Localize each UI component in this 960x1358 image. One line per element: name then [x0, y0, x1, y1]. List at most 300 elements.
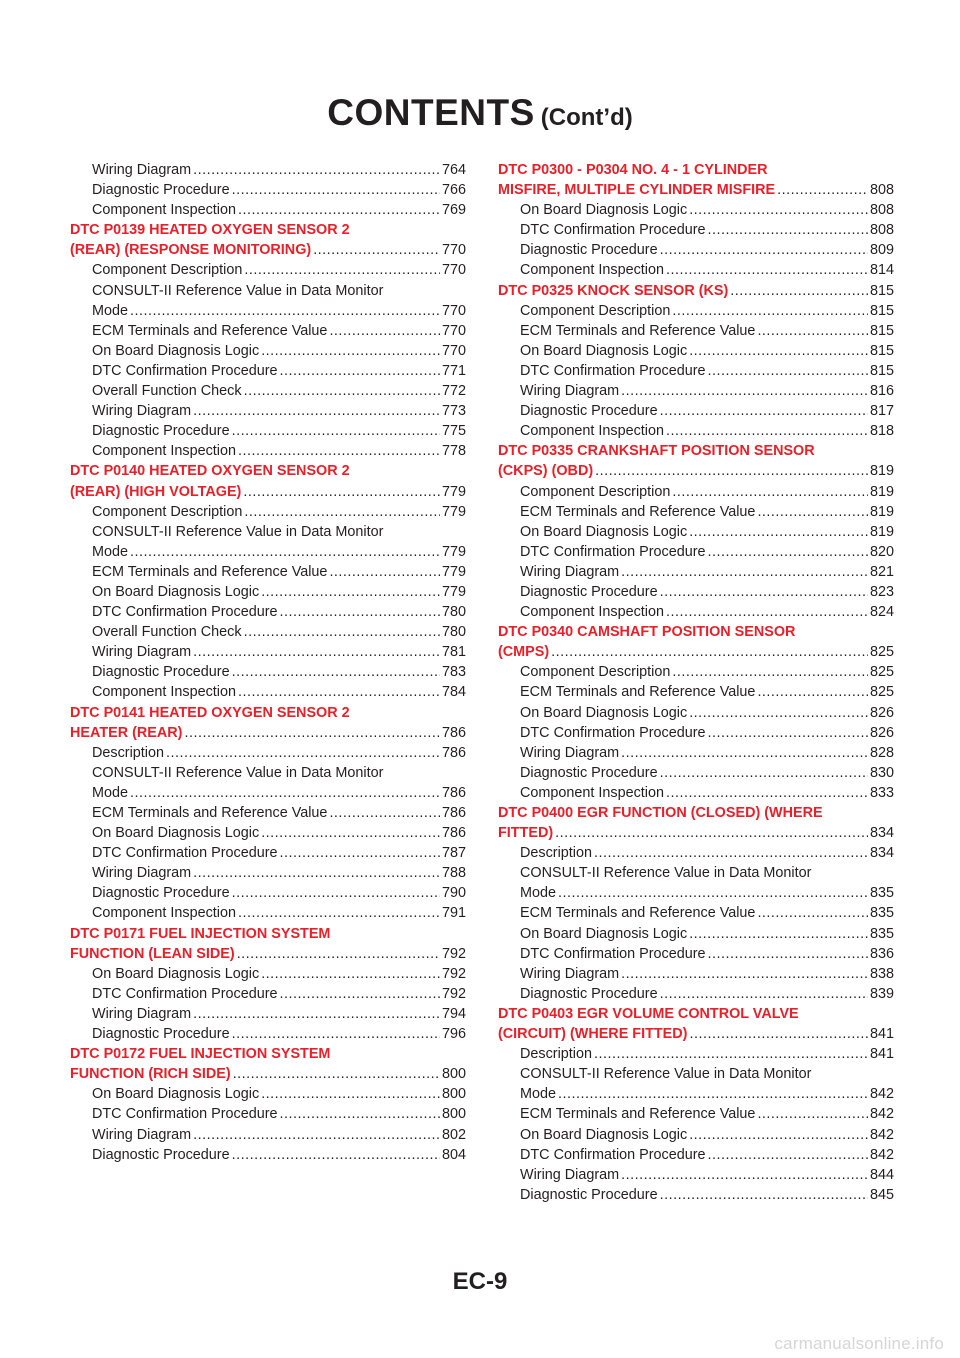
entry-title: ECM Terminals and Reference Value	[92, 805, 328, 821]
dot-leader	[689, 703, 868, 723]
toc-section-heading	[70, 461, 466, 481]
section-title: DTC P0141 HEATED OXYGEN SENSOR 2	[70, 704, 350, 721]
dot-leader	[730, 281, 868, 301]
page-ref: 819	[869, 523, 894, 540]
dot-leader	[261, 1084, 440, 1104]
section-title: (CIRCUIT) (WHERE FITTED)	[498, 1026, 688, 1043]
toc-entry[interactable]	[70, 783, 466, 803]
toc-entry[interactable]	[70, 1145, 466, 1165]
watermark: carmanualsonline.info	[774, 1334, 944, 1353]
entry-title: Component Inspection	[520, 604, 664, 621]
page-ref: 823	[869, 583, 894, 600]
dot-leader	[660, 984, 868, 1004]
page-ref: 841	[869, 1046, 894, 1063]
page-ref: 819	[869, 463, 894, 480]
page-ref: 779	[441, 583, 466, 600]
dot-leader	[757, 682, 868, 702]
entry-title: Component Inspection	[520, 784, 664, 801]
toc-entry[interactable]	[498, 843, 894, 863]
entry-title: Overall Function Check	[92, 383, 242, 400]
page-ref: 819	[869, 483, 894, 500]
page-ref: 770	[441, 302, 466, 319]
toc-entry[interactable]	[70, 301, 466, 321]
toc-section-heading[interactable]	[70, 944, 466, 964]
toc-entry[interactable]	[70, 843, 466, 863]
toc-entry[interactable]	[70, 662, 466, 682]
page-ref: 788	[441, 865, 466, 882]
entry-title: Wiring Diagram	[92, 644, 192, 661]
page-ref: 835	[869, 905, 894, 922]
toc-entry[interactable]	[498, 542, 894, 562]
page-ref: 800	[441, 1066, 466, 1083]
toc-entry[interactable]	[70, 863, 466, 883]
toc-entry[interactable]	[498, 522, 894, 542]
toc-section-heading	[498, 803, 894, 823]
dot-leader	[660, 763, 868, 783]
dot-leader	[672, 482, 868, 502]
entry-title: Wiring Diagram	[520, 744, 620, 761]
page-ref: 786	[441, 825, 466, 842]
toc-entry[interactable]	[70, 984, 466, 1004]
page-ref: 809	[869, 242, 894, 259]
toc-entry[interactable]	[498, 260, 894, 280]
toc-entry	[70, 281, 466, 301]
entry-title: Diagnostic Procedure	[92, 182, 230, 199]
dot-leader	[708, 220, 868, 240]
entry-title: On Board Diagnosis Logic	[92, 342, 260, 359]
entry-title: ECM Terminals and Reference Value	[520, 684, 756, 701]
page-ref: 786	[441, 724, 466, 741]
entry-title: Diagnostic Procedure	[520, 1186, 658, 1203]
entry-title: DTC Confirmation Procedure	[520, 362, 706, 379]
dot-leader	[708, 542, 868, 562]
toc-section-heading	[498, 1004, 894, 1024]
entry-title: Description	[520, 1046, 592, 1063]
toc-entry[interactable]	[498, 944, 894, 964]
entry-title: Component Inspection	[92, 443, 236, 460]
entry-title: Wiring Diagram	[520, 383, 620, 400]
toc-entry[interactable]	[498, 220, 894, 240]
toc-entry[interactable]	[70, 682, 466, 702]
entry-title: Wiring Diagram	[520, 563, 620, 580]
page-ref: 835	[869, 925, 894, 942]
dot-leader	[232, 883, 440, 903]
title-main: CONTENTS	[327, 92, 535, 133]
toc-section-heading	[498, 441, 894, 461]
toc-entry[interactable]	[498, 421, 894, 441]
toc-entry[interactable]	[70, 1024, 466, 1044]
toc-section-heading[interactable]	[70, 723, 466, 743]
entry-title: Description	[520, 845, 592, 862]
toc-section-heading[interactable]	[498, 461, 894, 481]
page-ref: 842	[869, 1086, 894, 1103]
dot-leader	[261, 823, 440, 843]
dot-leader	[555, 823, 868, 843]
dot-leader	[313, 240, 440, 260]
toc-entry[interactable]	[498, 381, 894, 401]
entry-title: Description	[92, 744, 164, 761]
toc-entry[interactable]	[70, 321, 466, 341]
dot-leader	[666, 260, 868, 280]
page-ref: 790	[441, 885, 466, 902]
dot-leader	[660, 401, 868, 421]
page-ref: 791	[441, 905, 466, 922]
section-title: FUNCTION (LEAN SIDE)	[70, 945, 235, 962]
toc-entry[interactable]	[498, 582, 894, 602]
toc-entry[interactable]	[70, 1125, 466, 1145]
page-ref: 778	[441, 443, 466, 460]
page-ref: 826	[869, 704, 894, 721]
entry-title: On Board Diagnosis Logic	[92, 1086, 260, 1103]
entry-title: On Board Diagnosis Logic	[520, 1126, 688, 1143]
dot-leader	[708, 1145, 868, 1165]
toc-entry[interactable]	[498, 361, 894, 381]
toc-section-heading[interactable]	[70, 482, 466, 502]
toc-left-column	[70, 160, 466, 1165]
section-title: DTC P0139 HEATED OXYGEN SENSOR 2	[70, 222, 350, 239]
dot-leader	[232, 421, 440, 441]
toc-entry[interactable]	[70, 903, 466, 923]
dot-leader	[232, 662, 440, 682]
entry-title: Mode	[92, 543, 128, 560]
toc-entry	[498, 863, 894, 883]
toc-entry[interactable]	[498, 682, 894, 702]
section-title: FUNCTION (RICH SIDE)	[70, 1066, 231, 1083]
toc-entry[interactable]	[70, 401, 466, 421]
page-ref: 800	[441, 1086, 466, 1103]
page-ref: 828	[869, 744, 894, 761]
page-ref: 819	[869, 503, 894, 520]
toc-entry[interactable]	[498, 401, 894, 421]
toc-entry[interactable]	[498, 1125, 894, 1145]
dot-leader	[280, 984, 440, 1004]
dot-leader	[243, 482, 440, 502]
dot-leader	[237, 944, 440, 964]
toc-section-heading	[70, 1044, 466, 1064]
section-title: DTC P0340 CAMSHAFT POSITION SENSOR	[498, 624, 796, 641]
entry-title: Diagnostic Procedure	[92, 885, 230, 902]
page-ref: 825	[869, 664, 894, 681]
toc-entry[interactable]	[70, 160, 466, 180]
page-ref: 780	[441, 624, 466, 641]
dot-leader	[689, 924, 868, 944]
dot-leader	[280, 843, 440, 863]
toc-section-heading[interactable]	[498, 180, 894, 200]
toc-entry[interactable]	[498, 240, 894, 260]
toc-entry	[498, 1064, 894, 1084]
toc-entry[interactable]	[498, 883, 894, 903]
dot-leader	[594, 843, 868, 863]
dot-leader	[558, 883, 868, 903]
toc-section-heading[interactable]	[498, 1024, 894, 1044]
page-ref: 844	[869, 1166, 894, 1183]
entry-title: DTC Confirmation Procedure	[520, 724, 706, 741]
entry-title: Mode	[520, 885, 556, 902]
dot-leader	[244, 260, 440, 280]
entry-title: Diagnostic Procedure	[92, 1146, 230, 1163]
toc-entry[interactable]	[498, 1084, 894, 1104]
toc-entry[interactable]	[498, 562, 894, 582]
dot-leader	[757, 1104, 868, 1124]
dot-leader	[130, 783, 440, 803]
toc-entry[interactable]	[498, 1145, 894, 1165]
page-ref: 770	[441, 322, 466, 339]
dot-leader	[660, 582, 868, 602]
page-ref: 842	[869, 1146, 894, 1163]
dot-leader	[193, 401, 440, 421]
page-ref: 773	[441, 403, 466, 420]
page-ref: 787	[441, 845, 466, 862]
dot-leader	[232, 1145, 440, 1165]
toc-entry[interactable]	[498, 482, 894, 502]
dot-leader	[193, 1004, 440, 1024]
page-ref: 800	[441, 1106, 466, 1123]
toc-section-heading[interactable]	[498, 281, 894, 301]
page-ref: 815	[869, 362, 894, 379]
entry-title: Diagnostic Procedure	[92, 423, 230, 440]
entry-title: DTC Confirmation Procedure	[92, 985, 278, 1002]
entry-title: ECM Terminals and Reference Value	[520, 322, 756, 339]
toc-entry[interactable]	[498, 903, 894, 923]
page-ref: 771	[441, 362, 466, 379]
page-ref: 802	[441, 1126, 466, 1143]
toc-entry[interactable]	[70, 803, 466, 823]
page-number: EC-9	[452, 1268, 508, 1295]
dot-leader	[329, 803, 440, 823]
entry-title: Wiring Diagram	[520, 965, 620, 982]
toc-entry[interactable]	[498, 200, 894, 220]
toc-entry[interactable]	[70, 542, 466, 562]
toc-entry[interactable]	[70, 441, 466, 461]
dot-leader	[689, 1125, 868, 1145]
toc-entry[interactable]	[70, 823, 466, 843]
toc-entry[interactable]	[70, 200, 466, 220]
entry-title: Component Inspection	[520, 262, 664, 279]
toc-section-heading[interactable]	[70, 240, 466, 260]
entry-title: Wiring Diagram	[92, 162, 192, 178]
dot-leader	[708, 723, 868, 743]
entry-title: Component Description	[92, 503, 243, 520]
toc-entry[interactable]	[498, 602, 894, 622]
section-title: DTC P0171 FUEL INJECTION SYSTEM	[70, 925, 331, 942]
entry-title: Mode	[92, 302, 128, 319]
toc-entry[interactable]	[498, 341, 894, 361]
entry-title: Component Inspection	[520, 423, 664, 440]
entry-title: Component Inspection	[92, 202, 236, 219]
page-ref: 834	[869, 845, 894, 862]
toc-section-heading	[70, 703, 466, 723]
dot-leader	[238, 682, 440, 702]
dot-leader	[244, 381, 440, 401]
toc-entry[interactable]	[70, 1004, 466, 1024]
toc-entry[interactable]	[70, 180, 466, 200]
toc-entry[interactable]	[70, 1104, 466, 1124]
dot-leader	[689, 341, 868, 361]
section-title: DTC P0335 CRANKSHAFT POSITION SENSOR	[498, 443, 815, 460]
dot-leader	[193, 1125, 440, 1145]
entry-title: Wiring Diagram	[92, 403, 192, 420]
toc-entry[interactable]	[70, 361, 466, 381]
entry-title: ECM Terminals and Reference Value	[520, 1106, 756, 1123]
page-ref: 792	[441, 985, 466, 1002]
dot-leader	[689, 522, 868, 542]
toc-entry[interactable]	[498, 1104, 894, 1124]
toc-entry[interactable]	[70, 502, 466, 522]
toc-entry[interactable]	[498, 763, 894, 783]
toc-entry[interactable]	[70, 562, 466, 582]
entry-title: On Board Diagnosis Logic	[520, 925, 688, 942]
toc-entry[interactable]	[70, 341, 466, 361]
toc-entry[interactable]	[498, 964, 894, 984]
section-title: (REAR) (HIGH VOLTAGE)	[70, 483, 242, 500]
page-ref: 808	[869, 202, 894, 219]
dot-leader	[184, 723, 440, 743]
page-ref: 779	[441, 503, 466, 520]
entry-title: DTC Confirmation Procedure	[92, 362, 278, 379]
section-title: DTC P0140 HEATED OXYGEN SENSOR 2	[70, 463, 350, 480]
toc-entry[interactable]	[498, 662, 894, 682]
toc-entry[interactable]	[70, 602, 466, 622]
page-ref: 841	[869, 1026, 894, 1043]
title-subtitle: (Cont’d)	[540, 104, 633, 131]
toc-entry[interactable]	[70, 421, 466, 441]
dot-leader	[757, 903, 868, 923]
entry-title: ECM Terminals and Reference Value	[520, 503, 756, 520]
dot-leader	[193, 863, 440, 883]
page-ref: 839	[869, 985, 894, 1002]
page-ref: 824	[869, 604, 894, 621]
entry-title: On Board Diagnosis Logic	[520, 704, 688, 721]
page-ref: 796	[441, 1026, 466, 1043]
toc-entry[interactable]	[498, 301, 894, 321]
page-ref: 833	[869, 784, 894, 801]
dot-leader	[689, 1024, 868, 1044]
page-ref: 826	[869, 724, 894, 741]
section-title: DTC P0403 EGR VOLUME CONTROL VALVE	[498, 1005, 799, 1022]
dot-leader	[672, 662, 868, 682]
entry-title: DTC Confirmation Procedure	[520, 1146, 706, 1163]
toc-section-heading[interactable]	[70, 1064, 466, 1084]
toc-entry[interactable]	[498, 502, 894, 522]
toc-entry[interactable]	[498, 783, 894, 803]
dot-leader	[660, 240, 868, 260]
entry-title: ECM Terminals and Reference Value	[92, 563, 328, 580]
section-title: DTC P0325 KNOCK SENSOR (KS)	[498, 282, 729, 299]
page-ref: 817	[869, 403, 894, 420]
entry-title: CONSULT-II Reference Value in Data Monitor	[92, 764, 384, 781]
entry-title: DTC Confirmation Procedure	[520, 543, 706, 560]
toc-entry[interactable]	[498, 1165, 894, 1185]
dot-leader	[166, 743, 440, 763]
dot-leader	[233, 1064, 440, 1084]
dot-leader	[666, 421, 868, 441]
page-ref: 830	[869, 764, 894, 781]
page-ref: 820	[869, 543, 894, 560]
entry-title: CONSULT-II Reference Value in Data Monitor	[92, 523, 384, 540]
entry-title: ECM Terminals and Reference Value	[92, 322, 328, 339]
page-ref: 835	[869, 885, 894, 902]
dot-leader	[280, 361, 440, 381]
dot-leader	[621, 562, 868, 582]
entry-title: Mode	[92, 784, 128, 801]
page-ref: 764	[441, 162, 466, 178]
toc-entry[interactable]	[70, 260, 466, 280]
dot-leader	[232, 180, 440, 200]
dot-leader	[689, 200, 868, 220]
toc-entry[interactable]	[498, 321, 894, 341]
toc-entry[interactable]	[498, 1044, 894, 1064]
toc-entry[interactable]	[70, 743, 466, 763]
toc-entry[interactable]	[498, 1185, 894, 1205]
page-ref: 845	[869, 1186, 894, 1203]
toc-entry[interactable]	[498, 723, 894, 743]
entry-title: CONSULT-II Reference Value in Data Monitor	[520, 1066, 812, 1083]
dot-leader	[261, 964, 440, 984]
entry-title: ECM Terminals and Reference Value	[520, 905, 756, 922]
toc-entry	[70, 763, 466, 783]
page-ref: 772	[441, 383, 466, 400]
section-title: (CMPS)	[498, 644, 550, 661]
page-ref: 780	[441, 604, 466, 621]
dot-leader	[558, 1084, 868, 1104]
section-title: HEATER (REAR)	[70, 724, 183, 741]
page-ref: 769	[441, 202, 466, 219]
page-ref: 834	[869, 825, 894, 842]
dot-leader	[193, 160, 440, 180]
entry-title: Component Description	[520, 302, 671, 319]
page-ref: 842	[869, 1126, 894, 1143]
entry-title: On Board Diagnosis Logic	[92, 583, 260, 600]
toc-entry[interactable]	[498, 703, 894, 723]
toc-entry[interactable]	[498, 743, 894, 763]
toc-entry[interactable]	[70, 642, 466, 662]
entry-title: Diagnostic Procedure	[92, 1026, 230, 1043]
section-title: (REAR) (RESPONSE MONITORING)	[70, 242, 312, 259]
section-title: (CKPS) (OBD)	[498, 463, 594, 480]
dot-leader	[777, 180, 868, 200]
toc-entry[interactable]	[70, 1084, 466, 1104]
page-ref: 821	[869, 563, 894, 580]
page-ref: 781	[441, 644, 466, 661]
entry-title: On Board Diagnosis Logic	[92, 825, 260, 842]
page-ref: 825	[869, 684, 894, 701]
toc-entry[interactable]	[70, 582, 466, 602]
page-ref: 779	[441, 483, 466, 500]
page-ref: 794	[441, 1005, 466, 1022]
toc-entry[interactable]	[70, 622, 466, 642]
toc-entry[interactable]	[498, 924, 894, 944]
dot-leader	[238, 200, 440, 220]
dot-leader	[130, 301, 440, 321]
toc-entry[interactable]	[70, 964, 466, 984]
toc-entry[interactable]	[498, 984, 894, 1004]
page-ref: 792	[441, 965, 466, 982]
entry-title: DTC Confirmation Procedure	[520, 945, 706, 962]
dot-leader	[280, 1104, 440, 1124]
dot-leader	[666, 783, 868, 803]
entry-title: On Board Diagnosis Logic	[520, 202, 688, 219]
page-ref: 786	[441, 784, 466, 801]
toc-section-heading[interactable]	[498, 823, 894, 843]
dot-leader	[621, 1165, 868, 1185]
toc-entry[interactable]	[70, 381, 466, 401]
toc-section-heading[interactable]	[498, 642, 894, 662]
entry-title: Wiring Diagram	[92, 1005, 192, 1022]
entry-title: On Board Diagnosis Logic	[92, 965, 260, 982]
toc-entry[interactable]	[70, 883, 466, 903]
entry-title: On Board Diagnosis Logic	[520, 523, 688, 540]
dot-leader	[238, 441, 440, 461]
